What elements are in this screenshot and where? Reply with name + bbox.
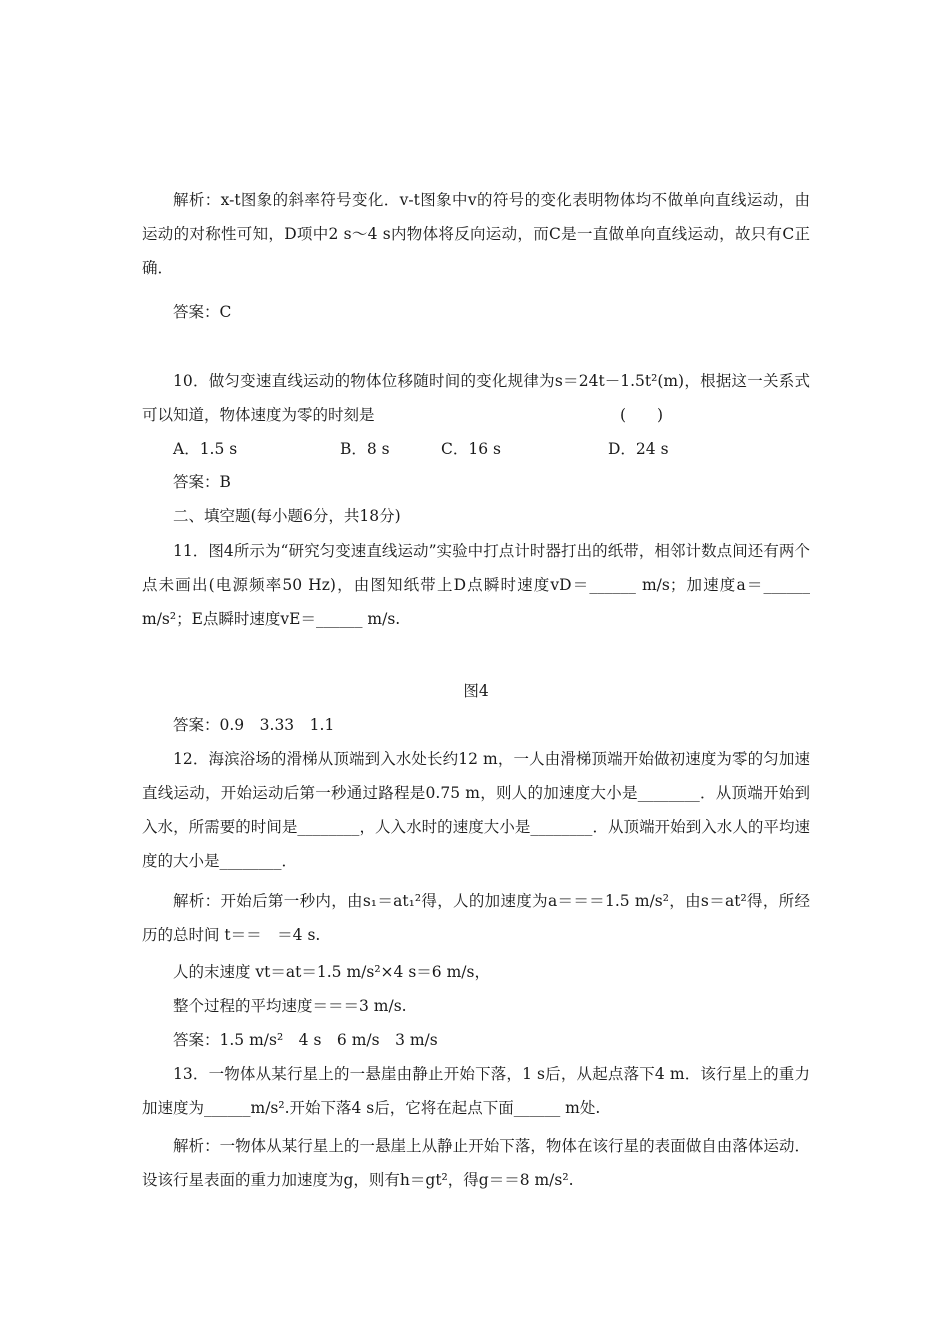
q10-option-b: B．8 s <box>340 440 390 458</box>
section-heading: 二、填空题(每小题6分，共18分) <box>173 507 401 525</box>
q11-stem: 11．图4所示为“研究匀变速直线运动”实验中打点计时器打出的纸带，相邻计数点间还有两个点未画出(电源频率50 Hz)，由图知纸带上D点瞬时速度vD＝______ m/s；加速度a＝______ m/s²；E点瞬时速度vE＝______ m/s. <box>142 542 810 628</box>
q10-answer: 答案：B <box>173 473 231 491</box>
q12-answer: 答案：1.5 m/s² 4 s 6 m/s 3 m/s <box>173 1031 438 1049</box>
q10-option-a: A．1.5 s <box>173 440 238 458</box>
q10-option-c: C．16 s <box>441 440 501 458</box>
q12-analysis-2: 人的末速度 vt＝at＝1.5 m/s²×4 s＝6 m/s， <box>173 963 490 981</box>
q13-analysis: 解析：一物体从某行星上的一悬崖上从静止开始下落，物体在该行星的表面做自由落体运动．设该行星表面的重力加速度为g，则有h＝gt²，得g＝＝8 m/s². <box>142 1137 810 1189</box>
q10-option-d: D．24 s <box>608 440 669 458</box>
q12-analysis-1: 解析：开始后第一秒内，由s₁＝at₁²得，人的加速度为a＝＝＝1.5 m/s²，由s＝at²得，所经历的总时间 t＝＝ ＝4 s. <box>142 892 810 944</box>
q9-analysis: 解析：x-t图象的斜率符号变化．v-t图象中v的符号的变化表明物体均不做单向直线运动，由运动的对称性可知，D项中2 s～4 s内物体将反向运动，而C是一直做单向直线运动，故只有C正确． <box>142 191 810 277</box>
q10-bracket: ( ) <box>620 406 664 424</box>
q9-answer: 答案：C <box>173 303 232 321</box>
q12-analysis-3: 整个过程的平均速度＝＝＝3 m/s. <box>173 997 407 1015</box>
q13-stem: 13．一物体从某行星上的一悬崖由静止开始下落，1 s后，从起点落下4 m．该行星上的重力加速度为______m/s².开始下落4 s后，它将在起点下面______ m处. <box>142 1065 810 1117</box>
figure-caption: 图4 <box>463 682 489 700</box>
q10-stem: 10．做匀变速直线运动的物体位移随时间的变化规律为s＝24t－1.5t²(m)，根据这一关系式可以知道，物体速度为零的时刻是 <box>142 372 810 424</box>
q11-answer: 答案：0.9 3.33 1.1 <box>173 716 335 734</box>
q12-stem: 12．海滨浴场的滑梯从顶端到入水处长约12 m，一人由滑梯顶端开始做初速度为零的匀加速直线运动，开始运动后第一秒通过路程是0.75 m，则人的加速度大小是________．从顶端开始到入水，所需要的时间是________，人入水时的速度大小是________．从顶端开始到入水人的平均速度的大小是________． <box>142 750 810 870</box>
